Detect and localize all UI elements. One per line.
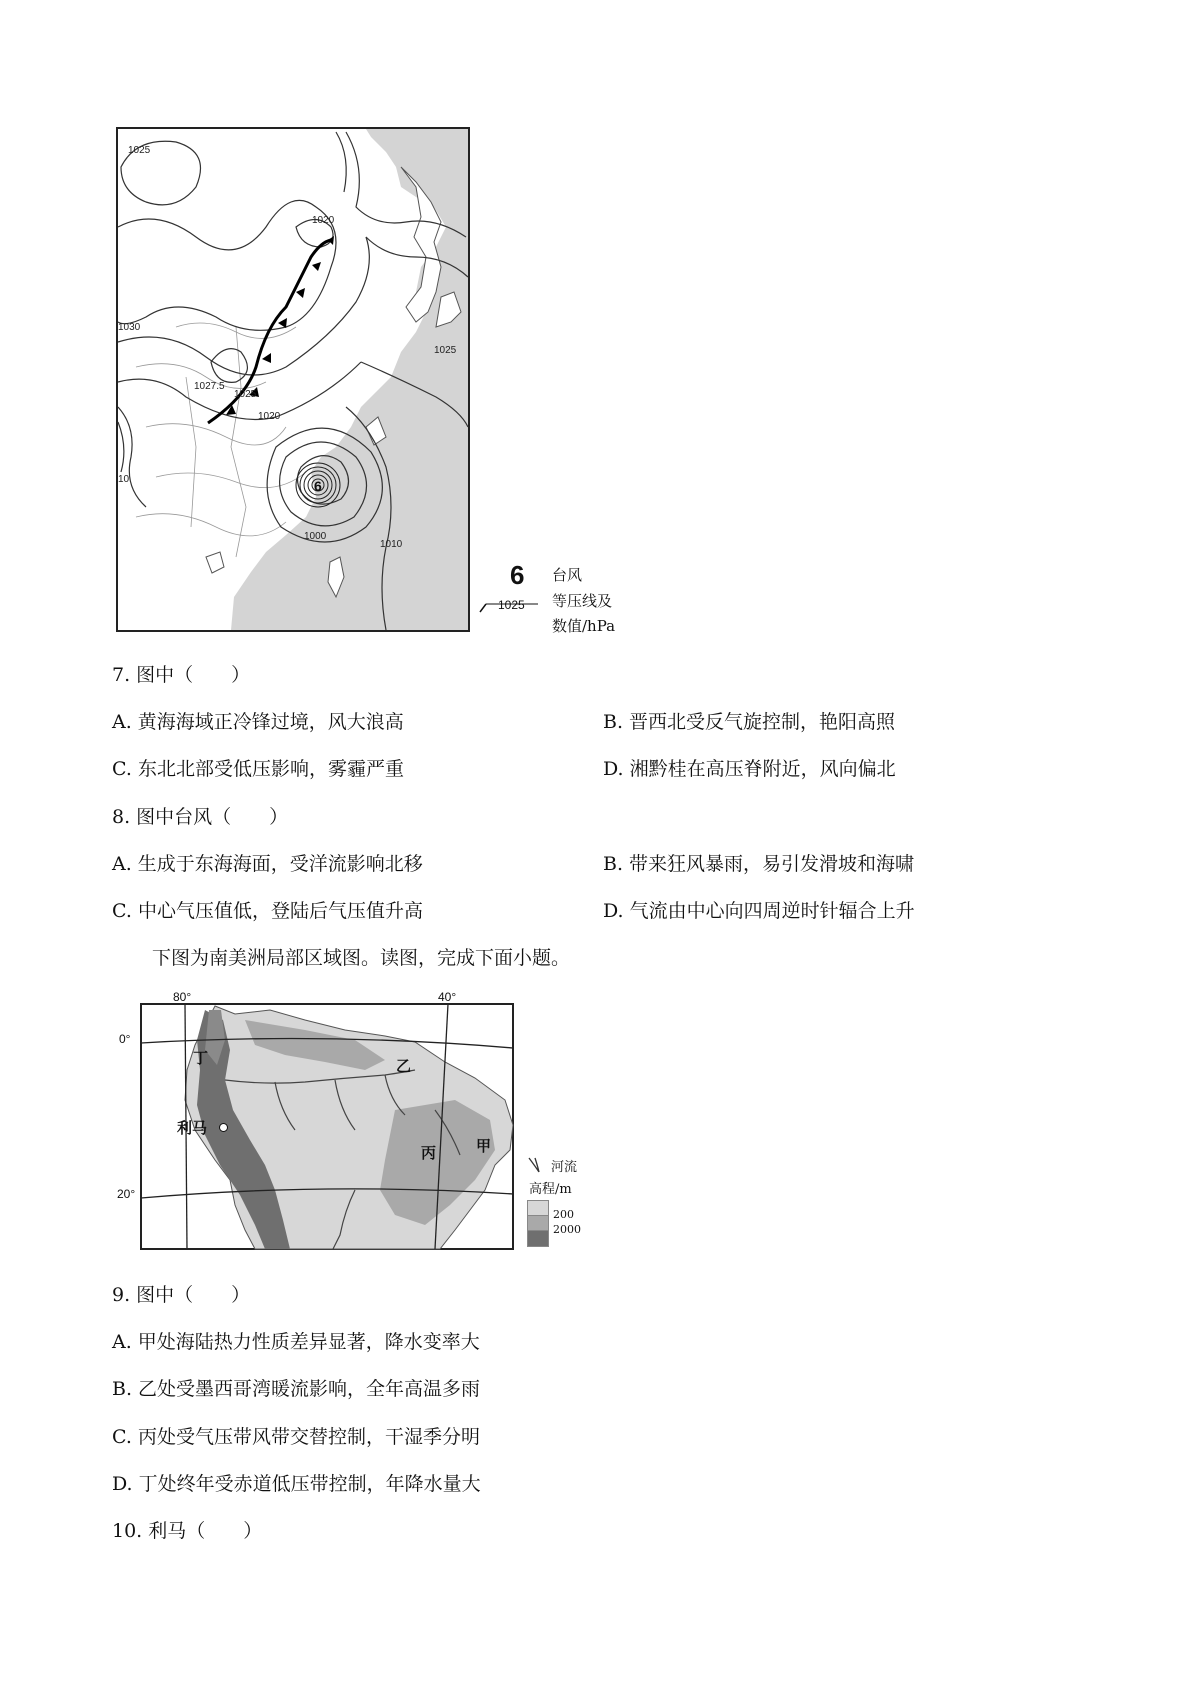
question-10-stem: 10. 利马（ ） (112, 1520, 263, 1542)
question-8-option-d[interactable]: D. 气流由中心向四周逆时针辐合上升 (603, 900, 915, 922)
longitude-label: 40° (438, 990, 457, 1004)
typhoon-map-symbol: 6 (314, 478, 322, 494)
weather-map-legend (478, 560, 638, 640)
isobar-legend-sample (478, 598, 548, 618)
river-legend-label: 河流 (551, 1160, 578, 1175)
typhoon-legend-icon: 6 (510, 560, 525, 590)
south-america-map (105, 990, 525, 1255)
question-7-option-c[interactable]: C. 东北北部受低压影响，雾霾严重 (112, 758, 404, 780)
elevation-legend-title: 高程/m (529, 1182, 572, 1197)
question-7-option-b[interactable]: B. 晋西北受反气旋控制，艳阳高照 (603, 711, 896, 733)
place-label-lima: 利马 (177, 1119, 208, 1137)
place-label-yi: 乙 (396, 1057, 412, 1075)
latitude-label: 20° (117, 1187, 136, 1201)
question-9-stem: 9. 图中（ ） (112, 1284, 251, 1306)
question-9-option-b[interactable]: B. 乙处受墨西哥湾暖流影响，全年高温多雨 (112, 1378, 481, 1400)
isobar-label: 1020 (258, 411, 281, 422)
isobar-label: 1020 (312, 215, 335, 226)
question-8-option-b[interactable]: B. 带来狂风暴雨，易引发滑坡和海啸 (603, 853, 915, 875)
question-7-option-d[interactable]: D. 湘黔桂在高压脊附近，风向偏北 (603, 758, 896, 780)
place-label-jia: 甲 (476, 1137, 492, 1155)
isobar-label: 1025 (434, 345, 457, 356)
elevation-level-label: 2000 (553, 1223, 581, 1236)
isobar-label: 1025 (234, 389, 257, 400)
lima-city-marker (219, 1123, 228, 1132)
place-label-bing: 丙 (421, 1144, 437, 1162)
intro-text: 下图为南美洲局部区域图。读图，完成下面小题。 (152, 947, 571, 969)
isobar-label: 1025 (128, 145, 151, 156)
question-9-option-d[interactable]: D. 丁处终年受赤道低压带控制，年降水量大 (112, 1473, 481, 1495)
place-label-ding: 丁 (193, 1049, 209, 1067)
isobar-legend-label-1: 等压线及 (552, 592, 613, 610)
question-8-option-c[interactable]: C. 中心气压值低，登陆后气压值升高 (112, 900, 423, 922)
weather-map (116, 127, 470, 632)
river-legend-icon (527, 1156, 549, 1174)
question-9-option-a[interactable]: A. 甲处海陆热力性质差异显著，降水变率大 (112, 1331, 480, 1353)
isobar-label: 1030 (118, 322, 141, 333)
elevation-swatch-high (527, 1230, 549, 1247)
question-8-stem: 8. 图中台风（ ） (112, 806, 289, 828)
latitude-label: 0° (119, 1032, 131, 1046)
question-9-option-c[interactable]: C. 丙处受气压带风带交替控制，干湿季分明 (112, 1426, 480, 1448)
question-8-option-a[interactable]: A. 生成于东海海面，受洋流影响北移 (112, 853, 423, 875)
elevation-level-label: 200 (553, 1208, 574, 1221)
isobar-label: 1010 (380, 539, 403, 550)
question-7-stem: 7. 图中（ ） (112, 664, 251, 686)
south-america-legend (527, 1156, 617, 1256)
isobar-label: 10 (118, 474, 130, 485)
isobar-label: 1027.5 (194, 381, 225, 392)
isobar-legend-value: 1025 (498, 598, 525, 612)
isobar-legend-label-2: 数值/hPa (552, 617, 616, 635)
isobar-label: 1000 (304, 531, 327, 542)
longitude-label: 80° (173, 990, 192, 1004)
typhoon-legend-label: 台风 (552, 566, 583, 584)
weather-map-svg (116, 127, 470, 632)
question-7-option-a[interactable]: A. 黄海海域正冷锋过境，风大浪高 (112, 711, 404, 733)
south-america-map-svg (105, 990, 525, 1255)
